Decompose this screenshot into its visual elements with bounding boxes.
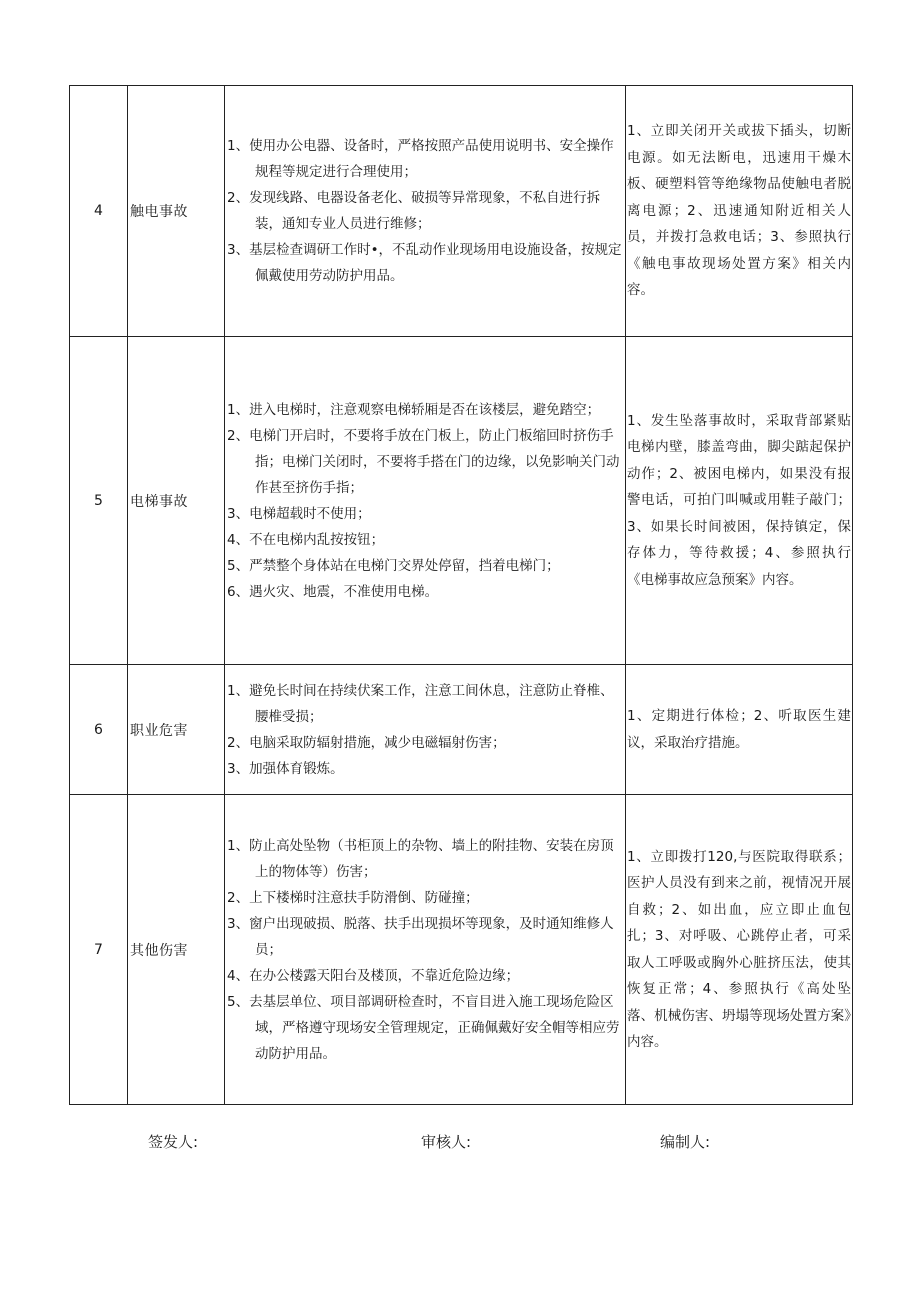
response-text: 1、发生坠落事故时，采取背部紧贴电梯内壁，膝盖弯曲，脚尖踮起保护动作；2、被困电梯内，如果没有报警电话，可拍门叫喊或用鞋子敲门；3、如果长时间被困，保持镇定，保存体力，等待救援；4、参照执行《电梯事故应急预案》内容。 [627,412,851,588]
row-number: 4 [70,86,128,337]
measure-item: 5、去基层单位、项目部调研检查时，不盲目进入施工现场危险区域，严格遵守现场安全管理规定，正确佩戴好安全帽等相应劳动防护用品。 [227,993,620,1062]
emergency-response [626,795,853,1105]
emergency-response [626,337,853,665]
response-text: 1、立即关闭开关或拔下插头，切断电源。如无法断电，迅速用干燥木板、硬塑料管等绝缘物品使触电者脱离电源；2、迅速通知附近相关人员，并拨打急救电话；3、参照执行《触电事故现场处置方案》相关内容。 [627,123,851,299]
table-row [70,665,853,795]
signature-line [0,1131,920,1155]
row-number: 5 [70,337,128,665]
measure-item: 1、防止高处坠物（书柜顶上的杂物、墙上的附挂物、安装在房顶上的物体等）伤害； [227,837,614,880]
prevention-measures [225,86,626,337]
prevention-measures [225,665,626,795]
table-row [70,795,853,1105]
measure-item: 2、上下楼梯时注意扶手防滑倒、防碰撞； [227,889,479,906]
reviewer-label: 审核人: [421,1133,472,1151]
hazard-type: 其他伤害 [128,795,225,1105]
hazard-type: 职业危害 [128,665,225,795]
measure-item: 4、在办公楼露天阳台及楼顶，不靠近危险边缘； [227,967,520,984]
prevention-measures [225,795,626,1105]
prevention-measures [225,337,626,665]
row-number: 7 [70,795,128,1105]
measure-item: 3、基层检查调研工作时•，不乱动作业现场用电设施设备，按规定佩戴使用劳动防护用品。 [227,242,622,284]
measure-item: 5、严禁整个身体站在电梯门交界处停留，挡着电梯门； [227,557,560,574]
table-row [70,337,853,665]
row-number: 6 [70,665,128,795]
measure-item: 2、电梯门开启时，不要将手放在门板上，防止门板缩回时挤伤手指；电梯门关闭时，不要将手搭在门的边缘，以免影响关门动作甚至挤伤手指； [227,427,620,496]
measure-item: 3、加强体育锻炼。 [227,760,344,777]
measure-item: 3、电梯超载时不使用； [227,505,371,522]
response-text: 1、立即拨打120,与医院取得联系；医护人员没有到来之前，视情况开展自救；2、如出血，应立即止血包扎；3、对呼吸、心跳停止者，可采取人工呼吸或胸外心脏挤压法，使其恢复正常；4、参照执行《高处坠落、机械伤害、坍塌等现场处置方案》内容。 [627,848,851,1050]
hazard-type: 电梯事故 [128,337,225,665]
measure-item: 1、避免长时间在持续伏案工作，注意工间休息，注意防止脊椎、腰椎受损； [227,682,614,725]
measure-item: 3、窗户出现破损、脱落、扶手出现损坏等现象，及时通知维修人员； [227,915,614,958]
measure-item: 1、使用办公电器、设备时，严格按照产品使用说明书、安全操作规程等规定进行合理使用； [227,138,614,180]
response-text: 1、定期进行体检；2、听取医生建议，采取治疗措施。 [627,708,851,751]
measure-item: 1、进入电梯时，注意观察电梯轿厢是否在该楼层，避免踏空； [227,401,601,418]
measure-item: 2、发现线路、电器设备老化、破损等异常现象，不私自进行拆装，通知专业人员进行维修； [227,190,601,232]
emergency-response [626,86,853,337]
hazard-type: 触电事故 [128,86,225,337]
measure-item: 2、电脑采取防辐射措施，减少电磁辐射伤害； [227,734,506,751]
measure-item: 6、遇火灾、地震，不准使用电梯。 [227,583,439,600]
table-row [70,86,853,337]
measure-item: 4、不在电梯内乱按按钮； [227,531,385,548]
emergency-response [626,665,853,795]
issuer-label: 签发人: [148,1133,199,1151]
risk-control-table [69,85,853,1105]
editor-label: 编制人: [660,1133,711,1151]
